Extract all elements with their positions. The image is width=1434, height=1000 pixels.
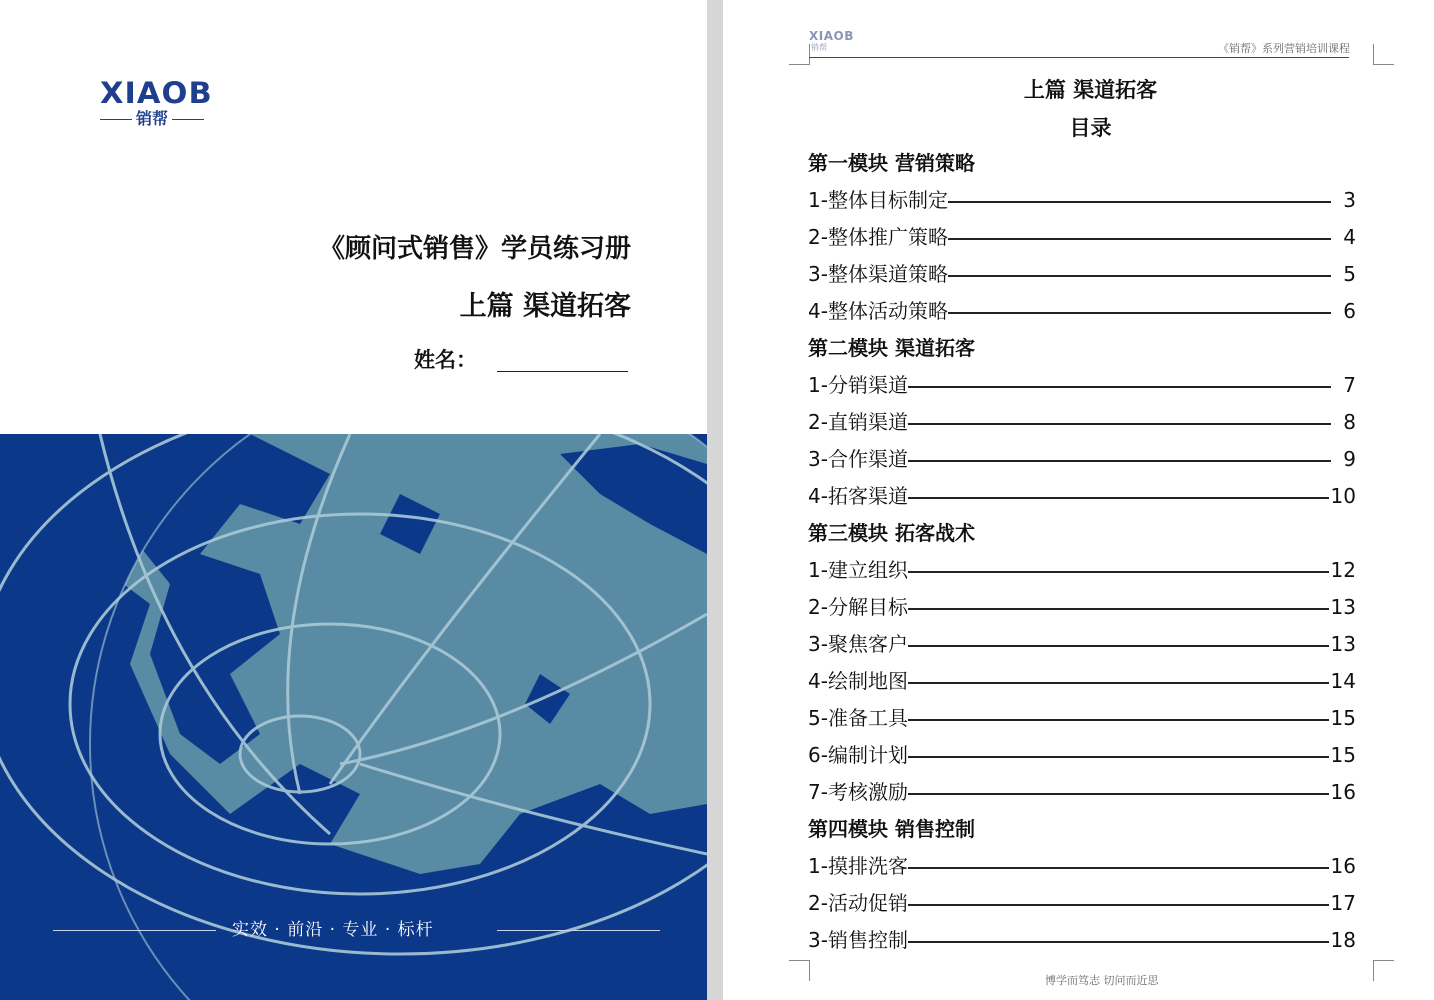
toc-page-number: 3 — [1343, 188, 1356, 212]
toc-entry[interactable] — [808, 626, 1378, 663]
header-logo-sub: 销帮 — [811, 43, 827, 52]
toc-page-number: 14 — [1330, 669, 1356, 693]
logo-wordmark: XIAOB — [100, 76, 213, 110]
cover-title: 《顾问式销售》学员练习册 — [318, 234, 631, 264]
toc-entry-label: 7-考核激励 — [808, 774, 908, 811]
toc-module-heading — [808, 330, 1378, 367]
toc-entry[interactable] — [808, 367, 1378, 404]
toc-entry[interactable] — [808, 737, 1378, 774]
toc-module-label: 第三模块 拓客战术 — [808, 515, 975, 552]
toc-entry-label: 1-建立组织 — [808, 552, 908, 589]
toc-entry-label: 1-整体目标制定 — [808, 182, 948, 219]
toc-leader-line — [908, 645, 1329, 647]
toc-entry[interactable] — [808, 552, 1378, 589]
toc-page-number: 13 — [1330, 632, 1356, 656]
toc-entry[interactable] — [808, 922, 1378, 959]
toc-entry-label: 2-分解目标 — [808, 589, 908, 626]
toc-entry-label: 2-活动促销 — [808, 885, 908, 922]
toc-leader-line — [908, 904, 1329, 906]
logo-chinese-name: 销帮 — [136, 109, 169, 128]
crop-mark-bottom-left — [789, 960, 810, 981]
toc-module-heading — [808, 145, 1378, 182]
toc-leader-line — [908, 571, 1329, 573]
toc-page-number: 4 — [1343, 225, 1356, 249]
toc-entry-label: 5-准备工具 — [808, 700, 908, 737]
toc-entry[interactable] — [808, 774, 1378, 811]
toc-heading: 目录 — [1069, 116, 1112, 140]
toc-leader-line — [948, 201, 1331, 203]
toc-page-number: 7 — [1343, 373, 1356, 397]
toc-leader-line — [908, 497, 1329, 499]
toc-leader-line — [908, 941, 1329, 943]
toc-module-label: 第二模块 渠道拓客 — [808, 330, 975, 367]
toc-page-number: 15 — [1330, 743, 1356, 767]
toc-entry-label: 3-聚焦客户 — [808, 626, 908, 663]
slogan-text: 实效 · 前沿 · 专业 · 标杆 — [232, 920, 434, 940]
header-course-name: 《销帮》系列营销培训课程 — [1218, 42, 1350, 55]
toc-page-number: 6 — [1343, 299, 1356, 323]
globe-illustration — [0, 434, 707, 1000]
toc-entry-label: 4-整体活动策略 — [808, 293, 948, 330]
crop-mark-top-right — [1373, 44, 1394, 65]
toc-entry-label: 4-绘制地图 — [808, 663, 908, 700]
header-logo — [809, 30, 854, 52]
logo-rule-right — [172, 119, 204, 120]
toc-page-number: 12 — [1330, 558, 1356, 582]
toc-module-heading — [808, 811, 1378, 848]
cover-subtitle: 上篇 渠道拓客 — [459, 291, 631, 322]
toc-leader-line — [908, 756, 1329, 758]
toc-entry-label: 6-编制计划 — [808, 737, 908, 774]
toc-entry[interactable] — [808, 293, 1378, 330]
toc-page-number: 9 — [1343, 447, 1356, 471]
name-field-label: 姓名： — [414, 348, 477, 372]
toc-module-heading — [808, 515, 1378, 552]
toc-entry-label: 1-摸排洗客 — [808, 848, 908, 885]
crop-mark-bottom-right — [1373, 960, 1394, 981]
toc-page-number: 8 — [1343, 410, 1356, 434]
header-rule — [809, 57, 1349, 58]
slogan-bar — [0, 918, 707, 942]
toc-page-number: 10 — [1330, 484, 1356, 508]
brand-logo — [100, 76, 213, 128]
toc-entry[interactable] — [808, 885, 1378, 922]
toc-part-title: 上篇 渠道拓客 — [1023, 78, 1158, 102]
toc-module-label: 第四模块 销售控制 — [808, 811, 975, 848]
slogan-rule-right — [497, 930, 660, 931]
toc-entry[interactable] — [808, 700, 1378, 737]
toc-entry[interactable] — [808, 404, 1378, 441]
toc-entry-label: 3-整体渠道策略 — [808, 256, 948, 293]
toc-page-number: 5 — [1343, 262, 1356, 286]
toc-entry[interactable] — [808, 848, 1378, 885]
logo-rule-left — [100, 119, 132, 120]
toc-list — [808, 145, 1378, 959]
toc-leader-line — [908, 460, 1331, 462]
logo-subline — [100, 110, 204, 128]
toc-module-label: 第一模块 营销策略 — [808, 145, 975, 182]
toc-entry-label: 1-分销渠道 — [808, 367, 908, 404]
toc-entry[interactable] — [808, 478, 1378, 515]
toc-page-number: 16 — [1330, 854, 1356, 878]
toc-page-number: 16 — [1330, 780, 1356, 804]
toc-entry-label: 2-整体推广策略 — [808, 219, 948, 256]
toc-leader-line — [948, 238, 1331, 240]
toc-leader-line — [908, 608, 1329, 610]
toc-entry[interactable] — [808, 441, 1378, 478]
toc-leader-line — [908, 386, 1331, 388]
toc-leader-line — [908, 423, 1331, 425]
toc-entry[interactable] — [808, 256, 1378, 293]
toc-entry[interactable] — [808, 182, 1378, 219]
crop-mark-top-left — [789, 44, 810, 65]
toc-page-number: 17 — [1330, 891, 1356, 915]
toc-leader-line — [908, 793, 1329, 795]
slogan-rule-left — [53, 930, 216, 931]
toc-entry-label: 3-销售控制 — [808, 922, 908, 959]
toc-entry-label: 3-合作渠道 — [808, 441, 908, 478]
toc-entry-label: 2-直销渠道 — [808, 404, 908, 441]
toc-leader-line — [908, 682, 1329, 684]
toc-page-number: 13 — [1330, 595, 1356, 619]
toc-page — [723, 0, 1434, 1000]
page-footer: 博学而笃志 切问而近思 — [1045, 974, 1159, 987]
name-field-line[interactable] — [497, 371, 628, 372]
toc-leader-line — [908, 867, 1329, 869]
toc-leader-line — [948, 312, 1331, 314]
toc-entry[interactable] — [808, 589, 1378, 626]
toc-page-number: 15 — [1330, 706, 1356, 730]
toc-entry-label: 4-拓客渠道 — [808, 478, 908, 515]
toc-leader-line — [908, 719, 1329, 721]
toc-page-number: 18 — [1330, 928, 1356, 952]
page-gutter — [707, 0, 723, 1000]
cover-page — [0, 0, 707, 1000]
toc-entry[interactable] — [808, 663, 1378, 700]
toc-leader-line — [948, 275, 1331, 277]
header-logo-wordmark: XIAOB — [809, 29, 854, 43]
globe-banner — [0, 434, 707, 1000]
toc-entry[interactable] — [808, 219, 1378, 256]
